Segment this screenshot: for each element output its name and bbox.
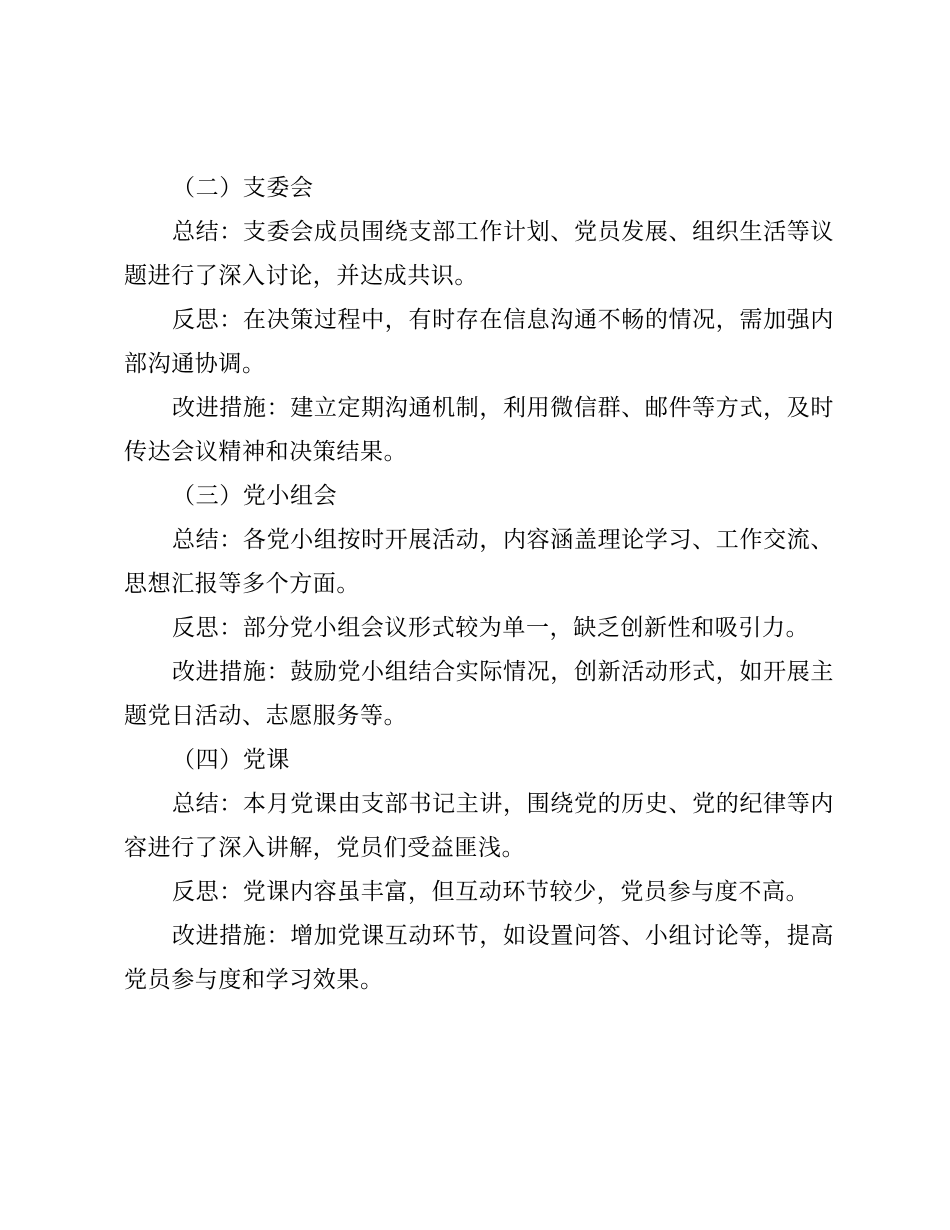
summary-paragraph: 总结：本月党课由支部书记主讲，围绕党的历史、党的纪律等内容进行了深入讲解，党员们受益匪浅。 (124, 791, 834, 861)
improvement-paragraph: 改进措施：鼓励党小组结合实际情况，创新活动形式，如开展主题党日活动、志愿服务等。 (124, 659, 834, 729)
section-branch-committee (124, 166, 834, 474)
summary-paragraph: 总结：各党小组按时开展活动，内容涵盖理论学习、工作交流、思想汇报等多个方面。 (124, 527, 834, 597)
section-party-group-meeting (124, 474, 834, 738)
improvement-paragraph: 改进措施：增加党课互动环节，如设置问答、小组讨论等，提高党员参与度和学习效果。 (124, 923, 834, 993)
document-body (124, 166, 834, 1002)
improvement-paragraph: 改进措施：建立定期沟通机制，利用微信群、邮件等方式，及时传达会议精神和决策结果。 (124, 395, 834, 465)
reflection-paragraph: 反思：党课内容虽丰富，但互动环节较少，党员参与度不高。 (172, 879, 810, 905)
reflection-paragraph: 反思：部分党小组会议形式较为单一，缺乏创新性和吸引力。 (172, 615, 810, 641)
summary-paragraph: 总结：支委会成员围绕支部工作计划、党员发展、组织生活等议题进行了深入讨论，并达成共识。 (124, 219, 834, 289)
section-heading: （四）党课 (172, 747, 290, 773)
reflection-paragraph: 反思：在决策过程中，有时存在信息沟通不畅的情况，需加强内部沟通协调。 (124, 307, 834, 377)
section-heading: （二）支委会 (172, 175, 314, 201)
section-heading: （三）党小组会 (172, 483, 338, 509)
section-party-lecture (124, 738, 834, 1002)
